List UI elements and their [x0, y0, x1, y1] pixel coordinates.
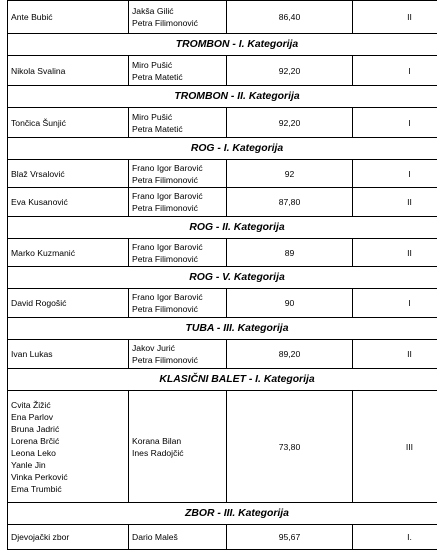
score-cell: 92,20 [227, 56, 353, 86]
table-row [8, 108, 437, 138]
student-names [8, 1, 129, 34]
category-title: TROMBON - II. Kategorija [8, 86, 437, 108]
prize-cell: II [353, 239, 437, 267]
table-row [8, 525, 437, 550]
student-name: Lorena Brčić [11, 435, 60, 446]
table-row [8, 160, 437, 188]
mentor-names [129, 108, 227, 138]
table-row [8, 289, 437, 318]
mentor-name: Petra Filimonović [132, 253, 198, 264]
table-row [8, 188, 437, 217]
mentor-name: Korana Bilan [132, 435, 182, 446]
student-names [8, 391, 129, 503]
score-cell: 90 [227, 289, 353, 318]
mentor-name: Frano Igor Barović [132, 191, 203, 201]
category-title: ROG - V. Kategorija [8, 267, 437, 289]
score-cell: 86,40 [227, 1, 353, 34]
mentor-names [129, 188, 227, 217]
mentor-name: Frano Igor Barović [132, 241, 203, 252]
category-title: ROG - II. Kategorija [8, 217, 437, 239]
category-header-row [8, 217, 437, 239]
results-body [8, 1, 437, 550]
score-cell: 92 [227, 160, 353, 188]
category-header-row [8, 34, 437, 56]
mentor-names [129, 340, 227, 369]
mentor-name: Miro Pušić [132, 59, 173, 70]
category-title: KLASIČNI BALET - I. Kategorija [8, 369, 437, 391]
student-name: Djevojački zbor [11, 532, 70, 542]
student-names [8, 525, 129, 550]
category-title: TUBA - III. Kategorija [8, 318, 437, 340]
prize-cell: I [353, 160, 437, 188]
table-row [8, 340, 437, 369]
mentor-name: Dario Maleš [132, 532, 178, 542]
score-cell: 95,67 [227, 525, 353, 550]
student-names [8, 56, 129, 86]
category-header-row [8, 267, 437, 289]
mentor-name: Petra Filimonović [132, 18, 198, 28]
student-name: Ivan Lukas [11, 349, 53, 359]
mentor-name: Miro Pušić [132, 111, 173, 122]
student-name: Yanle Jin [11, 459, 46, 470]
mentor-names [129, 525, 227, 550]
mentor-name: Petra Matetić [132, 123, 183, 134]
mentor-name: Frano Igor Barović [132, 292, 203, 302]
category-header-row [8, 369, 437, 391]
student-name: David Rogošić [11, 298, 67, 308]
score-cell: 73,80 [227, 391, 353, 503]
mentor-names [129, 160, 227, 188]
mentor-name: Frano Igor Barović [132, 162, 203, 173]
prize-cell: I [353, 289, 437, 318]
prize-cell: II [353, 1, 437, 34]
mentor-name: Petra Filimonović [132, 174, 198, 185]
mentor-names [129, 239, 227, 267]
mentor-name: Petra Filimonović [132, 355, 198, 365]
student-name: Marko Kuzmanić [11, 247, 75, 258]
category-title: ZBOR - III. Kategorija [8, 503, 437, 525]
student-names [8, 160, 129, 188]
student-names [8, 108, 129, 138]
prize-cell: III [353, 391, 437, 503]
prize-cell: I. [353, 525, 437, 550]
score-cell: 89,20 [227, 340, 353, 369]
score-cell: 92,20 [227, 108, 353, 138]
student-name: Bruna Jadrić [11, 423, 60, 434]
mentor-names [129, 289, 227, 318]
category-title: ROG - I. Kategorija [8, 138, 437, 160]
category-header-row [8, 503, 437, 525]
category-title: TROMBON - I. Kategorija [8, 34, 437, 56]
student-name: Leona Leko [11, 447, 56, 458]
category-header-row [8, 138, 437, 160]
student-name: Ante Bubić [11, 12, 53, 22]
mentor-names [129, 391, 227, 503]
mentor-name: Ines Radojčić [132, 447, 184, 458]
table-row [8, 56, 437, 86]
student-name: Ema Trumbić [11, 483, 62, 494]
mentor-name: Jakša Gilić [132, 6, 174, 16]
prize-cell: I [353, 108, 437, 138]
table-row [8, 391, 437, 503]
prize-cell: II [353, 188, 437, 217]
student-names [8, 239, 129, 267]
results-table [7, 0, 437, 550]
student-name: Vinka Perković [11, 471, 68, 482]
prize-cell: I [353, 56, 437, 86]
student-name: Blaž Vrsalović [11, 168, 65, 179]
category-header-row [8, 318, 437, 340]
student-name: Tončica Šunjić [11, 117, 66, 128]
student-name: Nikola Svalina [11, 65, 66, 76]
category-header-row [8, 86, 437, 108]
table-row [8, 1, 437, 34]
student-name: Eva Kusanović [11, 197, 68, 207]
student-names [8, 188, 129, 217]
mentor-name: Jakov Jurić [132, 343, 175, 353]
score-cell: 89 [227, 239, 353, 267]
student-names [8, 340, 129, 369]
mentor-names [129, 1, 227, 34]
table-row [8, 239, 437, 267]
mentor-names [129, 56, 227, 86]
student-name: Cvita Žižić [11, 399, 51, 410]
mentor-name: Petra Filimonović [132, 304, 198, 314]
mentor-name: Petra Filimonović [132, 203, 198, 213]
mentor-name: Petra Matetić [132, 71, 183, 82]
student-names [8, 289, 129, 318]
score-cell: 87,80 [227, 188, 353, 217]
student-name: Ena Parlov [11, 411, 54, 422]
prize-cell: II [353, 340, 437, 369]
